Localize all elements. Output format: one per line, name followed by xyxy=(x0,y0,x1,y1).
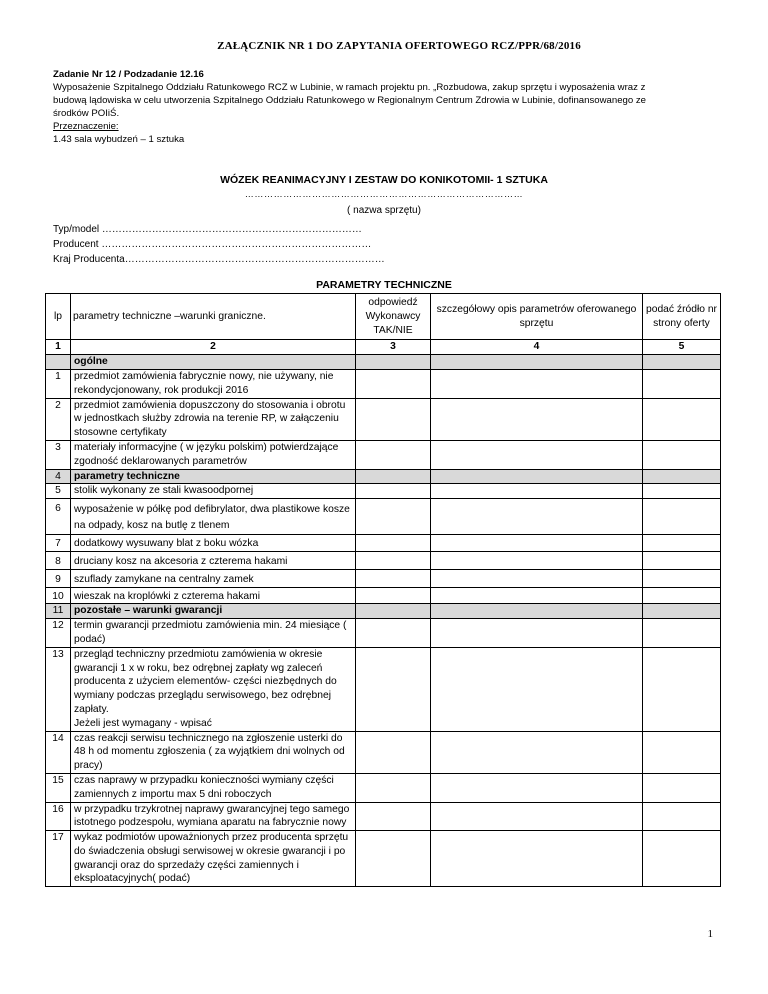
description-cell[interactable] xyxy=(431,802,643,831)
answer-cell[interactable] xyxy=(356,398,431,440)
row-text: wieszak na kroplówki z czterema hakami xyxy=(71,587,356,604)
source-cell[interactable] xyxy=(643,604,721,619)
row-text: czas naprawy w przypadku konieczności wymiany części zamiennych z importu max 5 dni roboczych xyxy=(71,773,356,802)
document-title: WÓZEK REANIMACYJNY I ZESTAW DO KONIKOTOMII- 1 SZTUKA xyxy=(220,174,548,186)
column-number: 1 xyxy=(46,340,71,355)
intro-line-3: środków POIiŚ. xyxy=(53,108,120,119)
description-cell[interactable] xyxy=(431,773,643,802)
row-lp: 5 xyxy=(46,484,71,499)
header-params: parametry techniczne –warunki graniczne. xyxy=(71,294,356,340)
purpose-value: 1.43 sala wybudzeń – 1 sztuka xyxy=(53,134,185,145)
source-cell[interactable] xyxy=(643,802,721,831)
answer-cell[interactable] xyxy=(356,619,431,648)
table-row xyxy=(46,619,721,648)
header-description: szczegółowy opis parametrów oferowanego sprzętu xyxy=(431,294,643,340)
answer-cell[interactable] xyxy=(356,469,431,484)
answer-cell[interactable] xyxy=(356,773,431,802)
purpose-label: Przeznaczenie: xyxy=(53,121,119,132)
source-cell[interactable] xyxy=(643,484,721,499)
source-cell[interactable] xyxy=(643,587,721,604)
row-lp: 12 xyxy=(46,619,71,648)
intro-block xyxy=(53,68,723,146)
row-lp: 15 xyxy=(46,773,71,802)
row-lp: 1 xyxy=(46,369,71,398)
section-row-technical xyxy=(46,469,721,484)
row-text: przedmiot zamówienia fabrycznie nowy, nie używany, nie rekondycjonowany, rok produkcji 2016 xyxy=(71,369,356,398)
header-lp: lp xyxy=(46,294,71,340)
row-text: pozostałe – warunki gwarancji xyxy=(71,604,356,619)
description-cell[interactable] xyxy=(431,484,643,499)
task-label: Zadanie Nr 12 / Podzadanie 12.16 xyxy=(53,69,204,80)
row-lp: 8 xyxy=(46,551,71,569)
answer-cell[interactable] xyxy=(356,369,431,398)
row-lp: 6 xyxy=(46,499,71,535)
params-title: PARAMETRY TECHNICZNE xyxy=(316,279,452,291)
source-cell[interactable] xyxy=(643,369,721,398)
row-text: ogólne xyxy=(71,355,356,370)
row-lp: 10 xyxy=(46,587,71,604)
table-row xyxy=(46,398,721,440)
row-text: czas reakcji serwisu technicznego na zgłoszenie usterki do 48 h od momentu zgłoszenia ( za wyjątkiem dni wolnych od pracy) xyxy=(71,731,356,773)
row-text: parametry techniczne xyxy=(71,469,356,484)
row-text: dodatkowy wysuwany blat z boku wózka xyxy=(71,535,356,552)
equipment-name-label: ( nazwa sprzętu) xyxy=(347,205,421,216)
description-cell[interactable] xyxy=(431,551,643,569)
table-row xyxy=(46,731,721,773)
answer-cell[interactable] xyxy=(356,604,431,619)
description-cell[interactable] xyxy=(431,619,643,648)
answer-cell[interactable] xyxy=(356,587,431,604)
source-cell[interactable] xyxy=(643,569,721,587)
page-number: 1 xyxy=(707,928,713,940)
type-model-field: Typ/model …………………………………………………………………… xyxy=(53,224,362,235)
table-row xyxy=(46,535,721,552)
source-cell[interactable] xyxy=(643,731,721,773)
row-lp xyxy=(46,355,71,370)
source-cell[interactable] xyxy=(643,499,721,535)
column-number: 5 xyxy=(643,340,721,355)
row-text: materiały informacyjne ( w języku polskim) potwierdzające zgodność deklarowanych parametrów xyxy=(71,440,356,469)
table-row xyxy=(46,831,721,887)
description-cell[interactable] xyxy=(431,831,643,887)
equipment-fields xyxy=(53,222,385,267)
row-lp: 16 xyxy=(46,802,71,831)
answer-cell[interactable] xyxy=(356,647,431,731)
description-cell[interactable] xyxy=(431,469,643,484)
source-cell[interactable] xyxy=(643,551,721,569)
row-text: wyposażenie w półkę pod defibrylator, dwa plastikowe kosze na odpady, kosz na butlę z tlenem xyxy=(71,499,356,535)
row-text: stolik wykonany ze stali kwasoodpornej xyxy=(71,484,356,499)
row-lp: 2 xyxy=(46,398,71,440)
description-cell[interactable] xyxy=(431,731,643,773)
source-cell[interactable] xyxy=(643,355,721,370)
description-cell[interactable] xyxy=(431,535,643,552)
answer-cell[interactable] xyxy=(356,440,431,469)
row-lp: 13 xyxy=(46,647,71,731)
description-cell[interactable] xyxy=(431,398,643,440)
answer-cell[interactable] xyxy=(356,551,431,569)
producer-field: Producent ……………………………………………………………………… xyxy=(53,239,372,250)
table-row xyxy=(46,369,721,398)
row-text: termin gwarancji przedmiotu zamówienia min. 24 miesiące ( podać) xyxy=(71,619,356,648)
row-text: szuflady zamykane na centralny zamek xyxy=(71,569,356,587)
row-lp: 3 xyxy=(46,440,71,469)
source-cell[interactable] xyxy=(643,440,721,469)
description-cell[interactable] xyxy=(431,499,643,535)
answer-cell[interactable] xyxy=(356,484,431,499)
description-cell[interactable] xyxy=(431,369,643,398)
table-row xyxy=(46,440,721,469)
row-lp: 7 xyxy=(46,535,71,552)
attachment-header: ZAŁĄCZNIK NR 1 DO ZAPYTANIA OFERTOWEGO RCZ/PPR/68/2016 xyxy=(217,40,581,52)
table-row xyxy=(46,647,721,731)
description-cell[interactable] xyxy=(431,647,643,731)
answer-cell[interactable] xyxy=(356,831,431,887)
table-row xyxy=(46,773,721,802)
row-text: w przypadku trzykrotnej naprawy gwarancyjnej tego samego istotnego podzespołu, wymiana aparatu na fabrycznie nowy xyxy=(71,802,356,831)
source-cell[interactable] xyxy=(643,773,721,802)
table-row xyxy=(46,551,721,569)
table-header-row xyxy=(46,294,721,340)
description-cell[interactable] xyxy=(431,440,643,469)
answer-cell[interactable] xyxy=(356,731,431,773)
table-row xyxy=(46,587,721,604)
column-number: 2 xyxy=(71,340,356,355)
column-number: 3 xyxy=(356,340,431,355)
row-lp: 9 xyxy=(46,569,71,587)
table-row xyxy=(46,569,721,587)
source-cell[interactable] xyxy=(643,469,721,484)
answer-cell[interactable] xyxy=(356,535,431,552)
row-lp: 4 xyxy=(46,469,71,484)
answer-cell[interactable] xyxy=(356,569,431,587)
table-row xyxy=(46,499,721,535)
header-source: podać źródło nr strony oferty xyxy=(643,294,721,340)
description-cell[interactable] xyxy=(431,569,643,587)
source-cell[interactable] xyxy=(643,535,721,552)
table-row xyxy=(46,802,721,831)
column-number-row xyxy=(46,340,721,355)
row-lp: 11 xyxy=(46,604,71,619)
source-cell[interactable] xyxy=(643,831,721,887)
answer-cell[interactable] xyxy=(356,499,431,535)
source-cell[interactable] xyxy=(643,647,721,731)
row-text: przegląd techniczny przedmiotu zamówienia w okresie gwarancji 1 x w roku, bez odrębnej zapłaty wg zaleceń producenta z użyciem elementów- części niezbędnych do wymiany podczas przeglądu serwisowego, bez odrębnej zapłaty. Jeżeli jest wymagany - wpisać xyxy=(71,647,356,731)
equipment-name-line: …………………………………………………………………………… xyxy=(244,189,524,199)
country-field: Kraj Producenta…………………………………………………………………… xyxy=(53,254,385,265)
section-row-general xyxy=(46,355,721,370)
source-cell[interactable] xyxy=(643,398,721,440)
table-row xyxy=(46,484,721,499)
answer-cell[interactable] xyxy=(356,355,431,370)
section-row-warranty xyxy=(46,604,721,619)
technical-parameters-table xyxy=(45,293,721,887)
row-text: wykaz podmiotów upoważnionych przez producenta sprzętu do świadczenia obsługi serwisowej w okresie gwarancji i po gwarancji oraz do sprzedaży części zamiennych i eksploatacyjnych( podać) xyxy=(71,831,356,887)
header-answer: odpowiedź Wykonawcy TAK/NIE xyxy=(356,294,431,340)
row-text: przedmiot zamówienia dopuszczony do stosowania i obrotu w jednostkach służby zdrowia na terenie RP, w załączeniu stosowne certyfikaty xyxy=(71,398,356,440)
column-number: 4 xyxy=(431,340,643,355)
row-lp: 14 xyxy=(46,731,71,773)
description-cell[interactable] xyxy=(431,587,643,604)
row-text: druciany kosz na akcesoria z czterema hakami xyxy=(71,551,356,569)
row-lp: 17 xyxy=(46,831,71,887)
intro-line-1: Wyposażenie Szpitalnego Oddziału Ratunkowego RCZ w Lubinie, w ramach projektu pn. „Rozbudowa, zakup sprzętu i wyposażenia wraz z xyxy=(53,82,646,93)
description-cell[interactable] xyxy=(431,355,643,370)
description-cell[interactable] xyxy=(431,604,643,619)
answer-cell[interactable] xyxy=(356,802,431,831)
source-cell[interactable] xyxy=(643,619,721,648)
intro-line-2: budową lądowiska w celu utworzenia Szpitalnego Oddziału Ratunkowego w Regionalnym Centrum Zdrowia w Lubinie, dofinansowanego ze xyxy=(53,95,647,106)
